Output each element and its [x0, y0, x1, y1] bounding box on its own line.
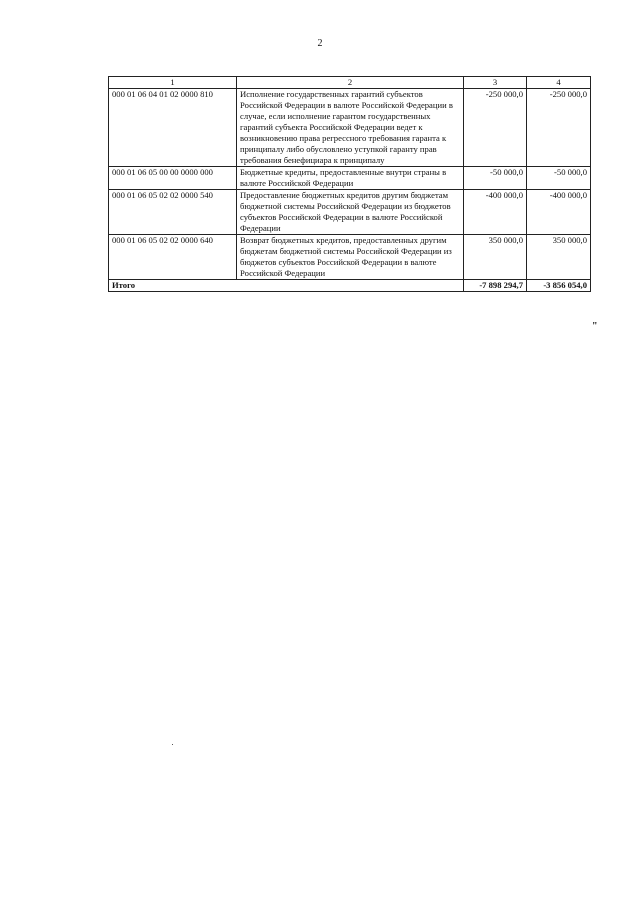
row-value-col4: -400 000,0: [527, 190, 591, 235]
row-code: 000 01 06 05 00 00 0000 000: [109, 167, 237, 190]
page-number: 2: [317, 38, 323, 49]
row-code: 000 01 06 05 02 02 0000 540: [109, 190, 237, 235]
closing-quote: ": [592, 321, 598, 332]
total-value-col4: -3 856 054,0: [527, 280, 591, 292]
row-value-col4: -250 000,0: [527, 89, 591, 167]
table-row: [109, 89, 591, 167]
total-value-col3: -7 898 294,7: [464, 280, 527, 292]
total-row: [109, 280, 591, 292]
total-label: Итого: [109, 280, 464, 292]
row-value-col3: 350 000,0: [464, 235, 527, 280]
header-col-4: 4: [527, 77, 591, 89]
header-col-1: 1: [109, 77, 237, 89]
row-name: Возврат бюджетных кредитов, предоставленных другим бюджетам бюджетной системы Российской Федерации из бюджетов субъектов Российской Федерации в валюте Российской Федерации: [237, 235, 464, 280]
row-value-col3: -400 000,0: [464, 190, 527, 235]
header-col-3: 3: [464, 77, 527, 89]
table-row: [109, 167, 591, 190]
row-value-col3: -50 000,0: [464, 167, 527, 190]
row-value-col3: -250 000,0: [464, 89, 527, 167]
row-name: Предоставление бюджетных кредитов другим бюджетам бюджетной системы Российской Федерации из бюджетов субъектов Российской Федерации в валюте Российской Федерации: [237, 190, 464, 235]
header-col-2: 2: [237, 77, 464, 89]
row-value-col4: 350 000,0: [527, 235, 591, 280]
table-row: [109, 235, 591, 280]
row-name: Бюджетные кредиты, предоставленные внутри страны в валюте Российской Федерации: [237, 167, 464, 190]
scan-speck: [172, 744, 173, 745]
table-header-row: [109, 77, 591, 89]
row-code: 000 01 06 05 02 02 0000 640: [109, 235, 237, 280]
row-code: 000 01 06 04 01 02 0000 810: [109, 89, 237, 167]
budget-sources-table: [108, 76, 591, 292]
row-name: Исполнение государственных гарантий субъектов Российской Федерации в валюте Российской Федерации в случае, если исполнение гарантом государственных гарантий субъекта Российской Федерации ведет к возникновению права регрессного требования гаранта к принципалу либо обусловлено уступкой гаранту прав требования бенефициара к принципалу: [237, 89, 464, 167]
row-value-col4: -50 000,0: [527, 167, 591, 190]
table-row: [109, 190, 591, 235]
